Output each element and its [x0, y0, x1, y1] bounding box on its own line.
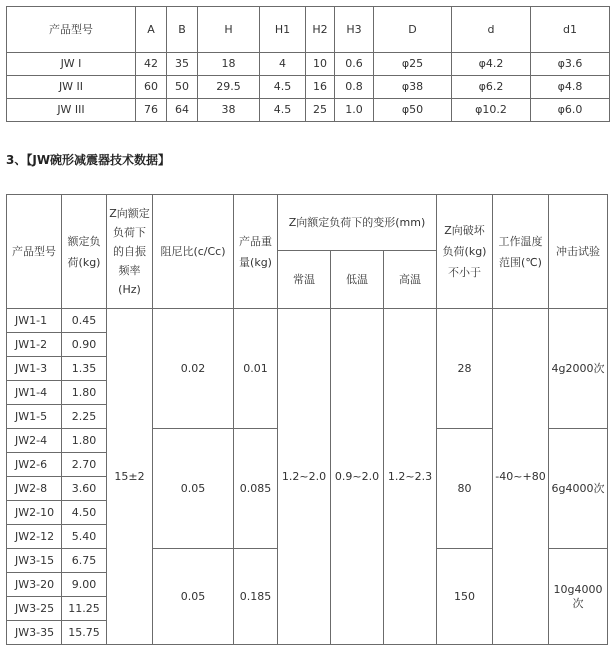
- model-cell: JW1-1: [7, 309, 62, 333]
- cell: φ3.6: [531, 53, 610, 76]
- load-cell: 15.75: [62, 621, 107, 645]
- header-weight: 产品重量(kg): [234, 195, 278, 309]
- dimension-header-row: [7, 7, 610, 53]
- load-cell: 1.35: [62, 357, 107, 381]
- work-temperature-cell: -40~+80: [493, 309, 549, 645]
- load-cell: 2.25: [62, 405, 107, 429]
- impact-cell: 6g4000次: [549, 429, 608, 549]
- model-cell: JW3-20: [7, 573, 62, 597]
- cell: 4.5: [260, 99, 306, 122]
- cell: 4: [260, 53, 306, 76]
- header-row: [7, 195, 608, 251]
- model-cell: JW2-4: [7, 429, 62, 453]
- weight-cell: 0.185: [234, 549, 278, 645]
- cell: 16: [306, 76, 335, 99]
- cell: 29.5: [198, 76, 260, 99]
- impact-cell: 4g2000次: [549, 309, 608, 429]
- header-work-temperature: 工作温度范围(℃): [493, 195, 549, 309]
- model-cell: JW1-5: [7, 405, 62, 429]
- header-deform-normal: 常温: [278, 251, 331, 309]
- header-a: A: [136, 7, 167, 53]
- deform-low-cell: 0.9~2.0: [331, 309, 384, 645]
- breaking-load-cell: 28: [437, 309, 493, 429]
- header-natural-frequency: Z向额定负荷下的自振频率(Hz): [107, 195, 153, 309]
- impact-cell: 10g4000次: [549, 549, 608, 645]
- load-cell: 9.00: [62, 573, 107, 597]
- load-cell: 2.70: [62, 453, 107, 477]
- header-d-inner: d: [452, 7, 531, 53]
- natural-frequency-cell: 15±2: [107, 309, 153, 645]
- cell: φ25: [374, 53, 452, 76]
- table-row: [7, 309, 608, 333]
- header-deform-high: 高温: [384, 251, 437, 309]
- cell: 1.0: [335, 99, 374, 122]
- header-d1: d1: [531, 7, 610, 53]
- model-cell: JW1-2: [7, 333, 62, 357]
- load-cell: 1.80: [62, 429, 107, 453]
- header-h1: H1: [260, 7, 306, 53]
- dimension-table: [6, 6, 610, 122]
- cell: φ50: [374, 99, 452, 122]
- deform-high-cell: 1.2~2.3: [384, 309, 437, 645]
- technical-data-table: [6, 194, 608, 645]
- cell: JW II: [7, 76, 136, 99]
- cell: 18: [198, 53, 260, 76]
- weight-cell: 0.01: [234, 309, 278, 429]
- damping-cell: 0.05: [153, 549, 234, 645]
- header-deform-low: 低温: [331, 251, 384, 309]
- header-h: H: [198, 7, 260, 53]
- damping-cell: 0.05: [153, 429, 234, 549]
- table-row: [7, 99, 610, 122]
- header-model: 产品型号: [7, 195, 62, 309]
- header-h2: H2: [306, 7, 335, 53]
- cell: 10: [306, 53, 335, 76]
- cell: φ10.2: [452, 99, 531, 122]
- breaking-load-cell: 150: [437, 549, 493, 645]
- model-cell: JW2-10: [7, 501, 62, 525]
- weight-cell: 0.085: [234, 429, 278, 549]
- header-b: B: [167, 7, 198, 53]
- model-cell: JW3-25: [7, 597, 62, 621]
- cell: φ6.0: [531, 99, 610, 122]
- cell: 25: [306, 99, 335, 122]
- table-row: [7, 76, 610, 99]
- model-cell: JW3-35: [7, 621, 62, 645]
- cell: 4.5: [260, 76, 306, 99]
- load-cell: 1.80: [62, 381, 107, 405]
- model-cell: JW1-3: [7, 357, 62, 381]
- section-title: 3、【JW碗形减震器技术数据】: [6, 153, 171, 167]
- model-cell: JW3-15: [7, 549, 62, 573]
- damping-cell: 0.02: [153, 309, 234, 429]
- cell: 60: [136, 76, 167, 99]
- cell: 76: [136, 99, 167, 122]
- header-breaking-load: Z向破坏负荷(kg)不小于: [437, 195, 493, 309]
- cell: 64: [167, 99, 198, 122]
- header-d-outer: D: [374, 7, 452, 53]
- load-cell: 0.90: [62, 333, 107, 357]
- model-cell: JW1-4: [7, 381, 62, 405]
- model-cell: JW2-12: [7, 525, 62, 549]
- load-cell: 3.60: [62, 477, 107, 501]
- deform-normal-cell: 1.2~2.0: [278, 309, 331, 645]
- cell: 50: [167, 76, 198, 99]
- model-cell: JW2-6: [7, 453, 62, 477]
- breaking-load-cell: 80: [437, 429, 493, 549]
- cell: 0.6: [335, 53, 374, 76]
- header-deformation: Z向额定负荷下的变形(mm): [278, 195, 437, 251]
- model-cell: JW2-8: [7, 477, 62, 501]
- header-rated-load: 额定负荷(kg): [62, 195, 107, 309]
- table-row: [7, 53, 610, 76]
- cell: JW III: [7, 99, 136, 122]
- cell: 35: [167, 53, 198, 76]
- cell: JW I: [7, 53, 136, 76]
- load-cell: 6.75: [62, 549, 107, 573]
- cell: φ4.2: [452, 53, 531, 76]
- header-damping: 阻尼比(c/Cc): [153, 195, 234, 309]
- cell: 38: [198, 99, 260, 122]
- cell: φ4.8: [531, 76, 610, 99]
- load-cell: 4.50: [62, 501, 107, 525]
- cell: 0.8: [335, 76, 374, 99]
- cell: φ6.2: [452, 76, 531, 99]
- cell: 42: [136, 53, 167, 76]
- header-impact-test: 冲击试验: [549, 195, 608, 309]
- load-cell: 5.40: [62, 525, 107, 549]
- load-cell: 11.25: [62, 597, 107, 621]
- cell: φ38: [374, 76, 452, 99]
- header-model: 产品型号: [7, 7, 136, 53]
- load-cell: 0.45: [62, 309, 107, 333]
- header-h3: H3: [335, 7, 374, 53]
